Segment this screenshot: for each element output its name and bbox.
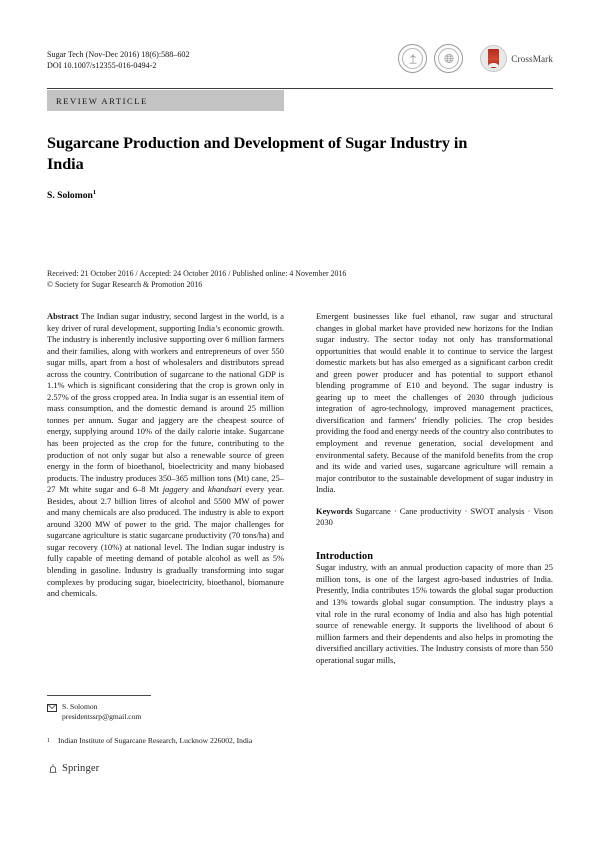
publisher-logo-row bbox=[398, 44, 553, 73]
corresponding-author-name: S. Solomon bbox=[62, 702, 98, 711]
affiliation-entry bbox=[47, 736, 287, 746]
corresponding-author bbox=[47, 702, 287, 723]
introduction-paragraph: Sugar industry, with an annual production capacity of more than 25 million tons, is one of the largest agro-based industries of India. Presently, India contributes 15% towards the global sugar production and 13% towards global sugar consumption. The industry plays a vital role in the rural economy of India and also has high potential source of renewable energy. It supports the livelihood of about 6 million farmers and their dependents and also helps in promoting the diversified ancillary activities. The Industry consists of more than 550 operational sugar mills, bbox=[316, 562, 553, 665]
copyright-line: © Society for Sugar Research & Promotion 2016 bbox=[47, 279, 203, 289]
crossmark-logo[interactable] bbox=[480, 45, 553, 72]
crossmark-icon bbox=[480, 45, 507, 72]
corresponding-author-email[interactable]: presidentssrp@gmail.com bbox=[62, 712, 142, 722]
seal-globe-glyph bbox=[442, 52, 456, 66]
page-title: Sugarcane Production and Development of Sugar Industry in India bbox=[47, 134, 468, 173]
journal-citation: Sugar Tech (Nov-Dec 2016) 18(6):588–602 bbox=[47, 50, 190, 59]
keywords-list: Sugarcane · Cane productivity · SWOT analysis · Vison 2030 bbox=[316, 505, 553, 528]
author-affiliation-marker: 1 bbox=[92, 189, 97, 196]
abstract-text-part1: The Indian sugar industry, second largest in the world, is a key driver of rural development, supporting India’s economic growth. The industry is inherently inclusive supporting over 6 million farmers and their families, along with workers and entrepreneurs of over 550 sugar mills, apart from a host of wholesalers and distributors spread across the country. Contribution of sugarcane to the national GDP is 1.1% which is significant considering that the crop is grown only in 2.57% of the gross cropped area. In India sugar is an essential item of mass consumption, and the domestic demand is around 25 million tonnes per annum. Sugar and jaggery are the cheapest source of energy, supplying around 10% of the daily calorie intake. Sugarcane has been projected as the crop for the future, contributing to the production of not only sugar but also a renewable source of green energy in the form of bioethanol, bioelectricity and many biobased products. The industry produces 350–365 million tons (Mt) cane, 25–27 Mt white sugar and 6–8 Mt bbox=[47, 311, 284, 495]
society-seal-emblem-icon bbox=[398, 44, 427, 73]
column-left bbox=[47, 311, 284, 600]
abstract-italic-khandsari: khandsari bbox=[208, 484, 242, 495]
article-type-label: REVIEW ARTICLE bbox=[56, 95, 148, 106]
doi-line: DOI 10.1007/s12355-016-0494-2 bbox=[47, 60, 157, 70]
abstract-continuation: Emergent businesses like fuel ethanol, raw sugar and structural changes in global market have provided new horizons for the Indian sugar industry. The sector today not only has transformational opportunities that would enable it to continue to service the largest domestic markets but has also emerged as a significant carbon credit and green power producer and has potential to support ethanol blending programme of E10 and beyond. The sugar industry is gearing up to meet the challenges of 2030 through judicious integration of agro-technology, improved management practices, diversification and farmers’ friendly policies. The crop besides providing the food and energy needs of the country also contributes to employment and revenue generation, social development and environmental safety. Because of the manifold benefits from the crop and its wide and varied uses, sugarcane agriculture will remain a major contributor to the sustainable development of sugar industry in India. bbox=[316, 311, 553, 495]
springer-wordmark: Springer bbox=[62, 762, 100, 774]
springer-logo bbox=[47, 762, 99, 774]
affiliation-number: 1 bbox=[47, 737, 50, 744]
abstract-label: Abstract bbox=[47, 311, 79, 321]
publication-history bbox=[47, 269, 467, 291]
society-seal-globe-icon bbox=[434, 44, 463, 73]
keywords-label: Keywords bbox=[316, 505, 353, 516]
received-accepted-line: Received: 21 October 2016 / Accepted: 24 October 2016 / Published online: 4 November 2016 bbox=[47, 269, 347, 278]
footnote-block bbox=[47, 702, 287, 746]
seal-emblem-glyph bbox=[406, 52, 420, 66]
column-right bbox=[316, 311, 553, 666]
abstract-text-part2: and bbox=[188, 484, 208, 495]
author-byline bbox=[47, 189, 96, 201]
abstract-text-part3: every year. Besides, about 2.7 billion litres of alcohol and 5500 MW of power and many chemicals are also produced. The industry is able to export around 3200 MW of power to the grid. The major challenges for sugarcane agriculture is static sugarcane productivity (70 tons/ha) and sugar recovery (10%) at national level. The Indian sugar industry is fully capable of meeting demand of potable alcohol as well as 5% blending in gasoline. Industry is gradually transforming into sugar complexes by producing sugar, bioelectricity, bioethanol, biomanure and chemicals. bbox=[47, 484, 284, 599]
abstract-paragraph bbox=[47, 311, 284, 600]
springer-knight-icon bbox=[47, 762, 59, 774]
crossmark-label: CrossMark bbox=[511, 53, 553, 64]
header-divider bbox=[47, 88, 553, 89]
footnote-divider bbox=[47, 695, 151, 696]
article-type-banner bbox=[47, 90, 284, 111]
abstract-italic-jaggery: jaggery bbox=[162, 484, 189, 495]
keywords-block bbox=[316, 506, 553, 529]
envelope-icon bbox=[47, 704, 57, 712]
affiliation-text: Indian Institute of Sugarcane Research, Lucknow 226002, India bbox=[58, 735, 253, 745]
author-name: S. Solomon bbox=[47, 190, 93, 202]
section-heading-introduction: Introduction bbox=[316, 550, 374, 562]
